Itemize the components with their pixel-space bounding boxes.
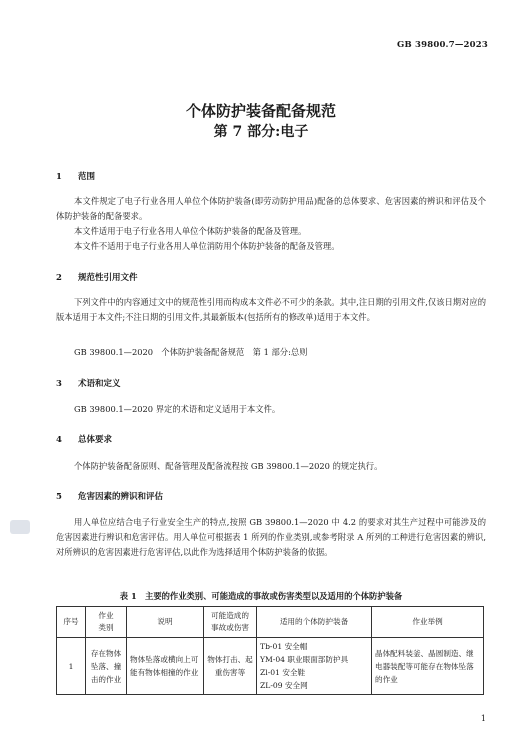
col-header-injury: 可能造成的 事故或伤害 (204, 607, 257, 638)
section-number: 2 (56, 273, 62, 283)
paragraph: GB 39800.1—2020 界定的术语和定义适用于本文件。 (74, 404, 281, 414)
section-heading-5 (56, 490, 163, 502)
doc-title: 个体防护装备配备规范 (185, 102, 336, 120)
cell-injury: 物体打击、起重伤害等 (204, 638, 257, 695)
section-title: 危害因素的辨识和评估 (78, 492, 164, 502)
paragraph: 下列文件中的内容通过文中的规范性引用而构成本文件必不可少的条款。其中,注日期的引用文件,仅该日期对应的版本适用于本文件;不注日期的引用文件,其最新版本(包括所有的修改单)适用于本文件。 (56, 297, 486, 322)
side-tab-icon[interactable] (10, 520, 30, 534)
paragraph: 本文件适用于电子行业各用人单位个体防护装备的配备及管理。 (74, 226, 307, 236)
table-caption: 表 1 主要的作业类别、可能造成的事故或伤害类型以及适用的个体防护装备 (119, 591, 403, 601)
section-number: 3 (56, 379, 62, 389)
col-header-equipment: 适用的个体防护装备 (257, 607, 372, 638)
section-number: 4 (56, 435, 62, 445)
cell-category: 存在物体坠落、撞击的作业 (86, 638, 127, 695)
section-heading-3 (56, 377, 121, 389)
equipment-item: Zl-01 安全鞋 (260, 668, 306, 677)
col-header-category: 作业 类别 (86, 607, 127, 638)
section-heading-2 (56, 271, 138, 283)
equipment-item: Tb-01 安全帽 (260, 642, 308, 651)
standard-code: GB 39800.7—2023 (396, 40, 488, 50)
section-heading-1 (56, 170, 95, 182)
paragraph: 本文件不适用于电子行业各用人单位消防用个体防护装备的配备及管理。 (74, 241, 340, 251)
section-title: 规范性引用文件 (78, 273, 138, 283)
table-header-row (57, 607, 484, 638)
equipment-item: ZL-09 安全网 (260, 681, 308, 690)
section-title: 范围 (78, 172, 96, 182)
equipment-item: YM-04 职业眼面部防护具 (260, 655, 349, 664)
section-heading-4 (56, 433, 112, 445)
cell-no: 1 (57, 638, 86, 695)
paragraph: 用人单位应结合电子行业安全生产的特点,按照 GB 39800.1—2020 中 4.2 的要求对其生产过程中可能涉及的危害因素进行辨识和危害评估。用人单位可根据表 1 所列的作业类别,或参考附录 A 所列的工种进行危害因素的辨识,对所辨识的危害因素进行危害评估,以此作为选择适用个体防护装备的依据。 (56, 517, 486, 557)
section-title: 总体要求 (78, 435, 113, 445)
section-number: 5 (56, 492, 62, 502)
cell-desc: 物体坠落或横向上可能有物体相撞的作业 (127, 638, 204, 695)
col-header-desc: 说明 (127, 607, 204, 638)
col-header-examples: 作业举例 (372, 607, 484, 638)
page-number: 1 (480, 714, 486, 723)
table-1 (56, 606, 484, 695)
normative-reference: GB 39800.1—2020 个体防护装备配备规范 第 1 部分:总则 (74, 347, 308, 357)
paragraph: 个体防护装备配备原则、配备管理及配备流程按 GB 39800.1—2020 的规定执行。 (74, 461, 383, 471)
col-header-no: 序号 (57, 607, 86, 638)
doc-subtitle: 第 7 部分:电子 (213, 124, 309, 140)
paragraph: 本文件规定了电子行业各用人单位个体防护装备(即劳动防护用品)配备的总体要求、危害因素的辨识和评估及个体防护装备的配备要求。 (56, 196, 486, 221)
cell-equipment (257, 638, 372, 695)
cell-examples: 晶体配料装釜、晶圆制造、继电器装配等可能存在物体坠落的作业 (372, 638, 484, 695)
section-number: 1 (56, 172, 62, 182)
table-row (57, 638, 484, 695)
section-title: 术语和定义 (78, 379, 121, 389)
